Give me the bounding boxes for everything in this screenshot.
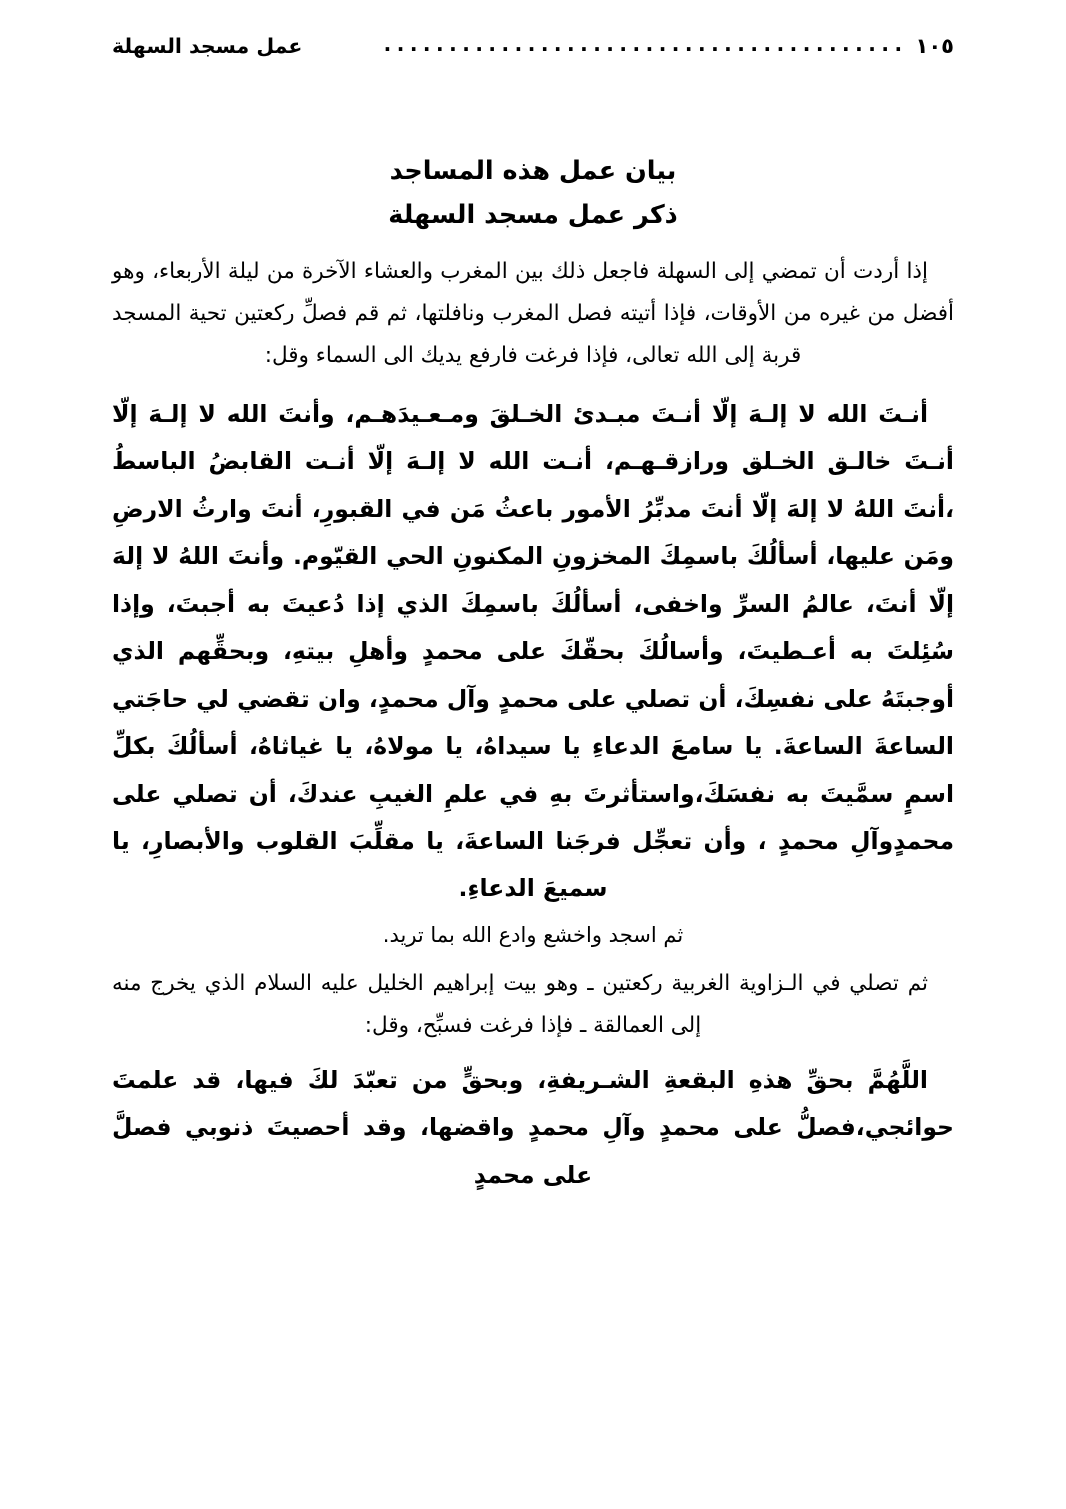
supplication-text-one: أنـتَ الله لا إلـهَ إلّا أنـتَ مبـدئ الخـلقَ ومـعـيدَهـم، وأنتَ الله لا إلـهَ إلّا أنـتَ خالـق الخـلق ورازقـهـم، أنـت الله لا إلـهَ إلّا أنـت القابضُ الباسطُ ،أنتَ اللهُ لا إلهَ إلّا أنتَ مدبِّرُ الأمور باعثُ مَن في القبورِ، أنتَ وارثُ الارضِ ومَن عليها، أسألُكَ باسمِكَ المخزونِ المكنونِ الحي القيّوم. وأنتَ اللهُ لا إلهَ إلّا أنتَ، عالمُ السرِّ واخفى، أسألُكَ باسمِكَ الذي إذا دُعيتَ به أجبتَ، وإذا سُئِلتَ به أعـطيتَ، وأسالُكَ بحقّكَ على محمدٍ وأهلِ بيتهِ، وبحقِّهم الذي أوجبتَهُ على نفسِكَ، أن تصلي على محمدٍ وآل محمدٍ، وان تقضي لي حاجَتي الساعةَ الساعةَ. يا سامعَ الدعاءِ يا سيداهُ، يا مولاهُ، يا غياثاهُ، أسألُكَ بكلِّ اسمٍ سمَّيتَ به نفسَكَ،واستأثرتَ بهِ في علمِ الغيبِ عندكَ، أن تصلي على محمدٍوآلِ محمدٍ ، وأن تعجِّل فرجَنا الساعةَ، يا مقلِّبَ القلوب والأبصارِ، يا سميعَ الدعاءِ. — [112, 399, 954, 903]
second-paragraph: ثم تصلي في الـزاوية الغربية ركعتين ـ وهو بيت إبراهيم الخليل عليه السلام الذي يخرج منه إلى العمالقة ـ فإذا فرغت فسبِّح، وقل: — [112, 970, 928, 1038]
page-number: ١٠٥ — [915, 34, 954, 58]
supplication-text-two: اللَّهُمَّ بحقِّ هذهِ البقعةِ الشـريفةِ، وبحقٍّ من تعبّدَ لكَ فيها، قد علمتَ حوائجي،فصلُّ على محمدٍ وآلِ محمدٍ واقضها، وقد أحصيتَ ذنوبي فصلَّ على محمدٍ — [112, 1065, 954, 1189]
page-subtitle: ذكر عمل مسجد السهلة — [388, 199, 678, 230]
header-dot-leader: ........................................ — [383, 34, 908, 54]
header-chapter-title: عمل مسجد السهلة — [112, 34, 303, 58]
intro-paragraph: إذا أردت أن تمضي إلى السهلة فاجعل ذلك بين المغرب والعشاء الآخرة من ليلة الأربعاء، وهو أفضل من غيره من الأوقات، فإذا أتيته فصل المغرب ونافلتها، ثم قم فصلِّ ركعتين تحية المسجد قربة إلى الله تعالى، فإذا فرغت فارفع يديك الى السماء وقل: — [112, 259, 954, 368]
page-content — [112, 152, 954, 1199]
instruction-note-one: ثم اسجد واخشع وادع الله بما تريد. — [382, 922, 684, 947]
page-title: بيان عمل هذه المساجد — [389, 156, 677, 186]
running-header — [112, 34, 954, 74]
